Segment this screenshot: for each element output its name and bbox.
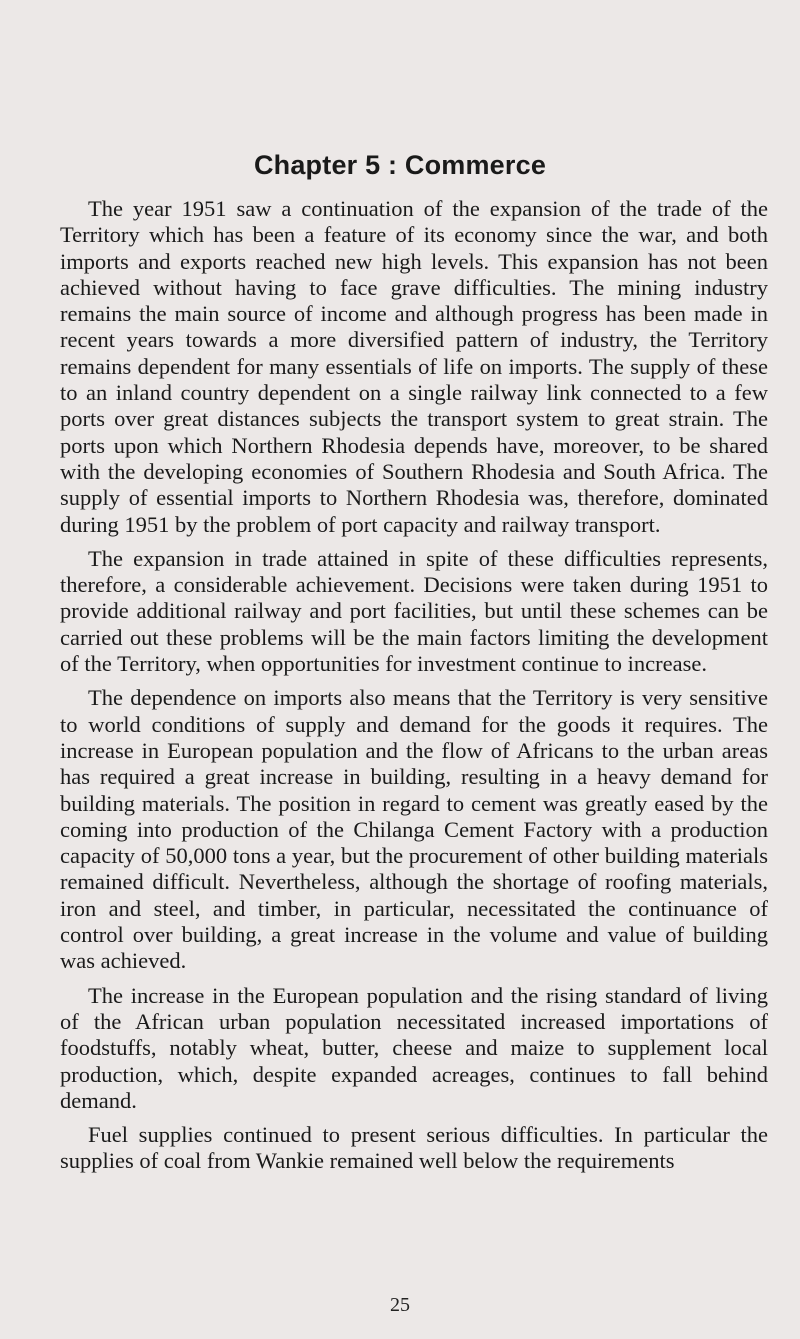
paragraph: The increase in the European population and the rising standard of living of the African urban population necessitated increased importations of foodstuffs, notably wheat, butter, cheese and maize to supplement local production, which, despite expanded acreages, continues to fall behind demand. <box>60 982 768 1113</box>
body-text <box>60 196 768 1183</box>
chapter-title: Chapter 5 : Commerce <box>253 150 547 180</box>
paragraph: The year 1951 saw a continuation of the expansion of the trade of the Territory which has been a feature of its economy since the war, and both imports and exports reached new high levels. This expansion has not been achieved without having to face grave difficulties. The mining industry remains the main source of income and although progress has been made in recent years towards a more diversified pattern of industry, the Territory remains dependent for many essentials of life on imports. The supply of these to an inland country dependent on a single railway link connected to a few ports over great distances subjects the transport system to great strain. The ports upon which Northern Rhodesia depends have, moreover, to be shared with the developing economies of Southern Rhodesia and South Africa. The supply of essential imports to Northern Rhodesia was, therefore, dominated during 1951 by the problem of port capacity and railway transport. <box>60 196 768 537</box>
page-number: 25 <box>390 1294 410 1316</box>
paragraph: The expansion in trade attained in spite of these difficulties represents, therefore, a considerable achievement. Decisions were taken during 1951 to provide additional railway and port facilities, but until these schemes can be carried out these problems will be the main factors limiting the development of the Territory, when opportunities for investment continue to increase. <box>60 545 768 677</box>
paragraph: Fuel supplies continued to present serious difficulties. In particular the supplies of coal from Wankie remained well below the requirements <box>60 1122 768 1174</box>
paragraph: The dependence on imports also means that the Territory is very sensitive to world conditions of supply and demand for the goods it requires. The increase in European population and the flow of Africans to the urban areas has required a great increase in building, resulting in a heavy demand for building materials. The position in regard to cement was greatly eased by the coming into production of the Chilanga Cement Factory with a production capacity of 50,000 tons a year, but the procurement of other building materials remained difficult. Nevertheless, although the shortage of roofing materials, iron and steel, and timber, in particular, necessitated the continuance of control over building, a great increase in the volume and value of building was achieved. <box>60 685 768 974</box>
